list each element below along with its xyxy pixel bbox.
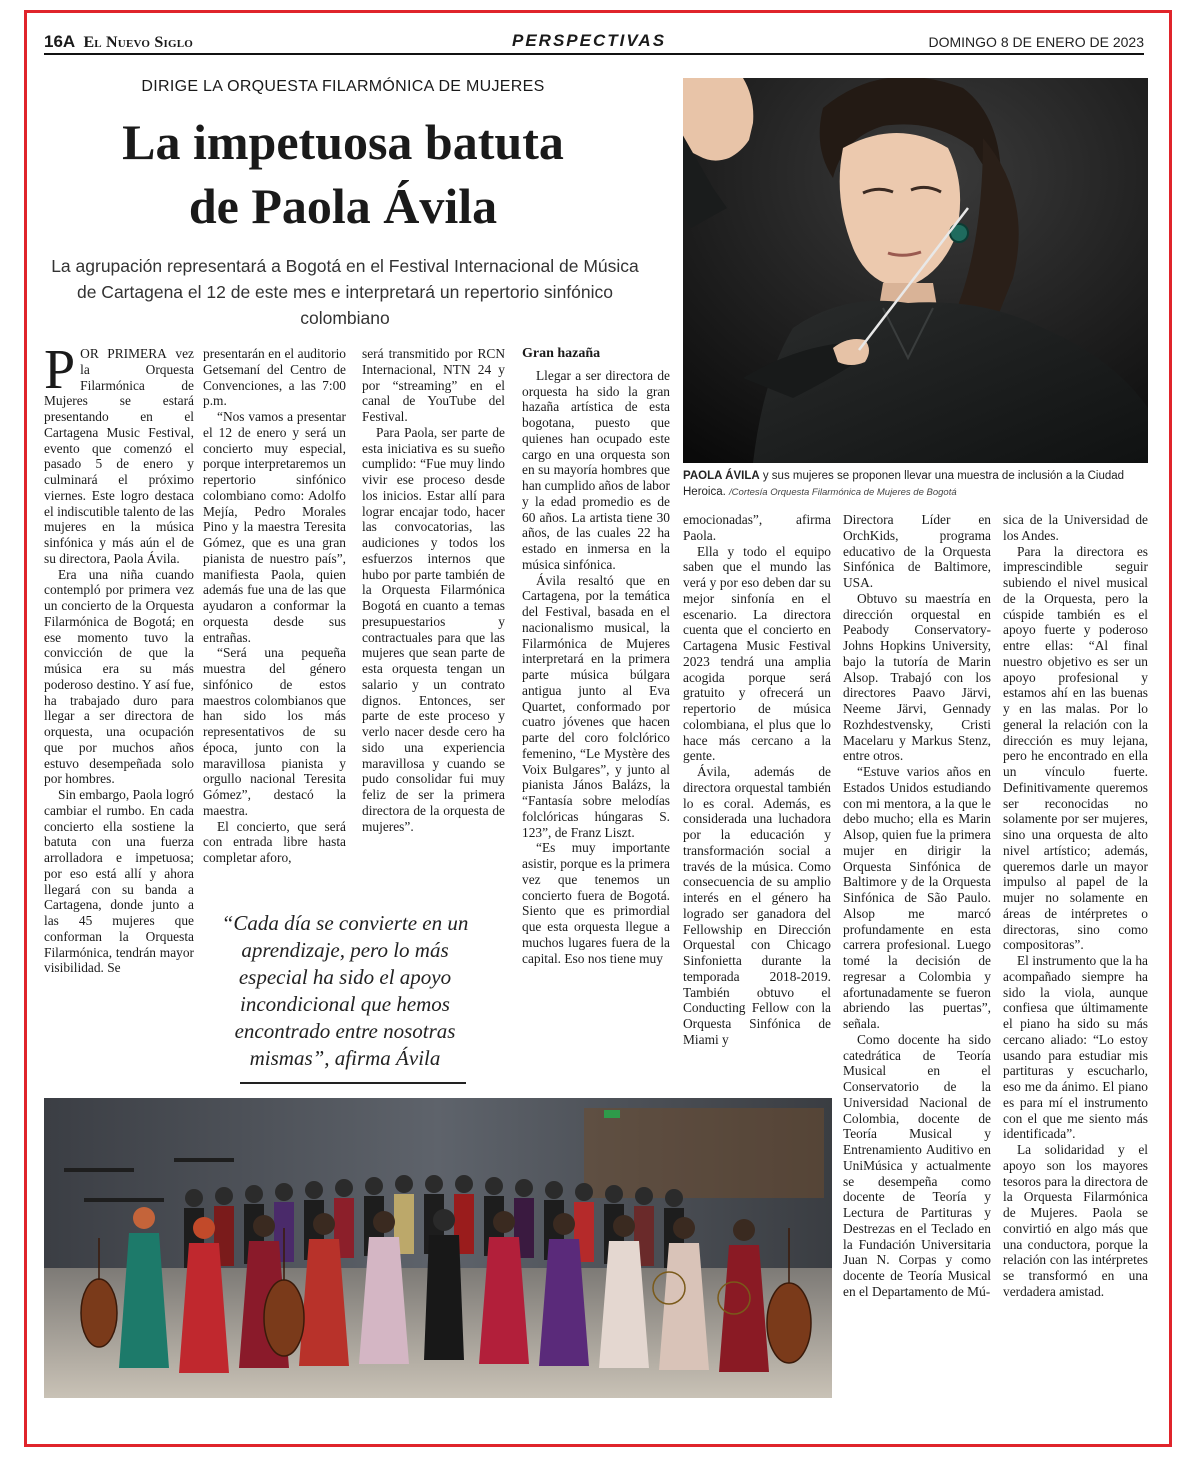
pull-quote-rule <box>240 1082 466 1084</box>
newspaper-name: El Nuevo Siglo <box>83 34 193 51</box>
deck: La agrupación representará a Bogotá en el Festival Internacional de Música de Cartagena el 12 de este mes e interpretará un repertorio sinfónico colombiano <box>51 256 639 328</box>
orchestra-photo <box>44 1098 832 1398</box>
page-number: 16A <box>44 32 76 51</box>
caption-text: y sus mujeres se proponen llevar una muestra de inclusión a la Ciudad Heroica. <box>683 470 1125 498</box>
paragraph: Era una niña cuando contempló por primera vez un concierto de la Orquesta Filarmónica de Bogotá; en ese momento tuvo la convicción de que la música era su más poderoso destino. Y así fue, ha trabajado duro para llegar a ser directora de orquesta, una ocupación que por muchos años estuvo desempeñada solo por hombres. <box>44 566 194 787</box>
kicker: DIRIGE LA ORQUESTA FILARMÓNICA DE MUJERES <box>141 78 545 95</box>
headline-line-1: La impetuosa batuta <box>122 114 564 170</box>
paragraph: “Estuve varios años en Estados Unidos estudiando con mi mentora, a la que le debo mucho; ella es Marin Alsop, quien fue la primera mujer en dirigir la Orquesta Sinfónica de Baltimore y de la Orquesta Sinfónica de São Paulo. Alsop me marcó profundamente en esta carrera profesional. Luego tomé la decisión de regresar a Colombia y afortunadamente se fueron abriendo las puertas”, señala. <box>843 764 991 1031</box>
paragraph: vez la Orquesta Filarmónica de Mujeres se estará presentando en el Cartagena Music Festival, evento que comenzó el pasado 5 de enero y culminará el próximo viernes. Este logro destaca el indiscutible talento de las mujeres en la música sinfónica y más aún el de su directora, Paola Ávila. <box>44 346 194 566</box>
paragraph: Ávila resaltó que en Cartagena, por la temática del Festival, basada en el nacionalismo musical, la Filarmónica de Mujeres interpretará en la primera parte música búlgara antigua junto al Eva Quartet, conformado por cuatro jóvenes que hacen parte del coro folclórico femenino, “Le Mystère des Voix Bulgares”, y junto al pianista János Balázs, la “Fantasía sobre melodías folclóricas húngaras S. 123”, de Franz Liszt. <box>522 572 670 840</box>
pull-quote: “Cada día se convierte en un aprendizaje, pero lo más especial ha sido el apoyo incondicional que hemos encontrado entre nosotras mismas”, afirma Ávila <box>221 911 469 1070</box>
paragraph: Sin embargo, Paola logró cambiar el rumbo. En cada concierto ella sostiene la batuta con una fuerza arrolladora e impetuosa; por eso está allí y ahora llegará con su banda a Cartagena, donde junto a las 45 mujeres que conforman la Orquesta Filarmónica, tendrán mayor visibilidad. Se <box>44 787 194 976</box>
paragraph: sica de la Universidad de los Andes. <box>1003 512 1148 543</box>
paragraph: “Nos vamos a presentar el 12 de enero y será un concierto muy especial, porque interpretaremos un repertorio sinfónico colombiano como: Adolfo Mejía, Pedro Morales Pino y la maestra Teresita Gómez, que es una gran pianista de nuestro país”, manifiesta Paola, quien además fue una de las que ayudaron a conformar la orquesta desde sus entrañas. <box>203 409 346 645</box>
column-5 <box>683 512 831 1048</box>
section-name: PERSPECTIVAS <box>512 31 667 50</box>
column-4 <box>522 346 670 966</box>
caption-credit: /Cortesía Orquesta Filarmónica de Mujeres de Bogotá <box>729 487 957 498</box>
lead-paragraph <box>44 339 194 567</box>
paragraph: Obtuvo su maestría en dirección orquestal en Peabody Conservatory-Johns Hopkins University, bajo la tutoría de Marin Alsop. Trabajó con los directores Paavo Järvi, Neeme Järvi, Gennady Rozhdestvensky, Cristi Macelaru y Markus Stenz, entre otros. <box>843 590 991 764</box>
paragraph: Llegar a ser directora de orquesta ha sido la gran hazaña artística de esta bogotana, puesto que quienes han ocupado este cargo en una orquesta son en su mayoría hombres que han cumplido años de labor y la edad promedio es de 60 años. La artista tiene 30 años, de las cuales 22 ha estado en inmersa en la música sinfónica. <box>522 367 671 572</box>
paragraph: emocionadas”, afirma Paola. <box>683 512 831 543</box>
column-3 <box>362 346 505 834</box>
paragraph: El instrumento que la ha acompañado siempre ha sido la viola, aunque confiesa que últimamente el piano ha sido su más cercano aliado: “Lo estoy usando para estudiar mis partituras y escucharlo, eso me da ánimo. El piano es para mí el instrumento con el que me siento más identificada”. <box>1003 953 1148 1142</box>
paragraph: Ávila, además de directora orquestal también lo es coral. Además, es considerada una luchadora por la educación y transformación social a través de la música. Como consecuencia de su amplio interés en el género ha logrado ser ganadora del Fellowship en Dirección Orquestal con Chicago Sinfonietta durante la temporada 2018-2019. También obtuvo el Conducting Fellow con la Orquesta Sinfónica de Miami y <box>683 764 831 1047</box>
issue-date: DOMINGO 8 DE ENERO DE 2023 <box>928 34 1144 50</box>
paragraph: “Es muy importante asistir, porque es la primera vez que tenemos un concierto fuera de Bogotá. Siento que es primordial que esta orquesta llegue a muchos lugares fuera de la capital. Eso nos tiene muy <box>522 840 670 966</box>
paragraph: La solidaridad y el apoyo son los mayores tesoros para la directora de la Orquesta Filarmónica de Mujeres. Paola se convirtió en algo más que una conductora, porque la relación con las intérpretes se transformó en una verdadera amistad. <box>1003 1142 1148 1299</box>
paragraph: Ella y todo el equipo saben que el mundo las verá y por eso deben dar su mejor sinfonía en el escenario. La directora cuenta que el concierto en Cartagena Music Festival 2023 tendrá una amplia acogida porque será gratuito y ofrecerá un repertorio de música colombiana, el plus que lo hace más cercano a la gente. <box>683 543 831 764</box>
photo-caption <box>683 468 1148 501</box>
subhead: Gran hazaña <box>522 346 601 361</box>
headline-line-2: de Paola Ávila <box>188 178 498 234</box>
lead-in: OR PRIMERA <box>80 346 167 361</box>
paragraph: Para la directora es imprescindible seguir subiendo el nivel musical de la Orquesta, pero la cúspide también es el apoyo fuerte y poderoso entre ellas: “Al final nuestro objetivo es ser un apoyo profesional y estamos ahí en las buenas y en las malas. Por lo general la relación con la dirección es muy lejana, pero he encontrado en ella un vínculo fuerte. Definitivamente queremos ser reconocidas no solamente por ser mujeres, sino una orquesta de alto nivel artístico; además, queremos darle un mayor impulso al papel de la mujer no solamente en áreas de intérpretes o directoras, sino como compositoras”. <box>1003 543 1148 953</box>
column-7 <box>1003 512 1148 1300</box>
header-rule <box>44 53 1144 55</box>
headline <box>44 110 642 238</box>
caption-name: PAOLA ÁVILA <box>683 470 760 482</box>
column-1 <box>44 339 194 976</box>
paragraph: El concierto, que será con entrada libre hasta completar aforo, <box>203 818 346 865</box>
drop-cap: P <box>44 339 76 401</box>
masthead <box>44 32 193 52</box>
conductor-photo <box>683 78 1148 463</box>
paragraph: Para Paola, ser parte de esta iniciativa es su sueño cumplido: “Fue muy lindo vivir ese proceso desde los inicios. Estar allí para lograr encajar todo, hacer las convocatorias, las audiciones y todos los esfuerzos internos que hubo por parte también de la Orquesta Filarmónica Bogotá en cuanto a temas presupuestarios y contractuales para que las mujeres que sean parte de esta orquesta tengan un salario y un contrato dignos. Entonces, ser parte de este proceso y verlo nacer desde cero ha sido una experiencia maravillosa y cuando se pudo consolidar fui muy feliz de ser la primera directora de la orquesta de mujeres”. <box>362 424 505 834</box>
paragraph: “Será una pequeña muestra del género sinfónico de estos maestros colombianos que han sido los más representativos de su época, junto con la maravillosa pianista y orgullo nacional Teresita Gómez”, destacó la maestra. <box>203 645 346 818</box>
paragraph: presentarán en el auditorio Getsemaní del Centro de Convenciones, a las 7:00 p.m. <box>203 346 346 409</box>
paragraph: será transmitido por RCN Internacional, NTN 24 y por “streaming” en el canal de YouTube del Festival. <box>362 346 505 424</box>
column-2 <box>203 346 346 866</box>
paragraph: Directora Líder en OrchKids, programa educativo de la Orquesta Sinfónica de Baltimore, USA. <box>843 512 991 590</box>
paragraph: Como docente ha sido catedrática de Teoría Musical en el Conservatorio de la Universidad Nacional de Colombia, docente de Teoría Musical y Entrenamiento Auditivo en UniMúsica y actualmente se desempeña como docente de Teoría y Lectura de Partituras y Destrezas en el Teclado en la Fundación Universitaria Juan N. Corpas y como docente de Teoría Musical en el Departamento de Mú- <box>843 1031 991 1299</box>
column-6 <box>843 512 991 1300</box>
